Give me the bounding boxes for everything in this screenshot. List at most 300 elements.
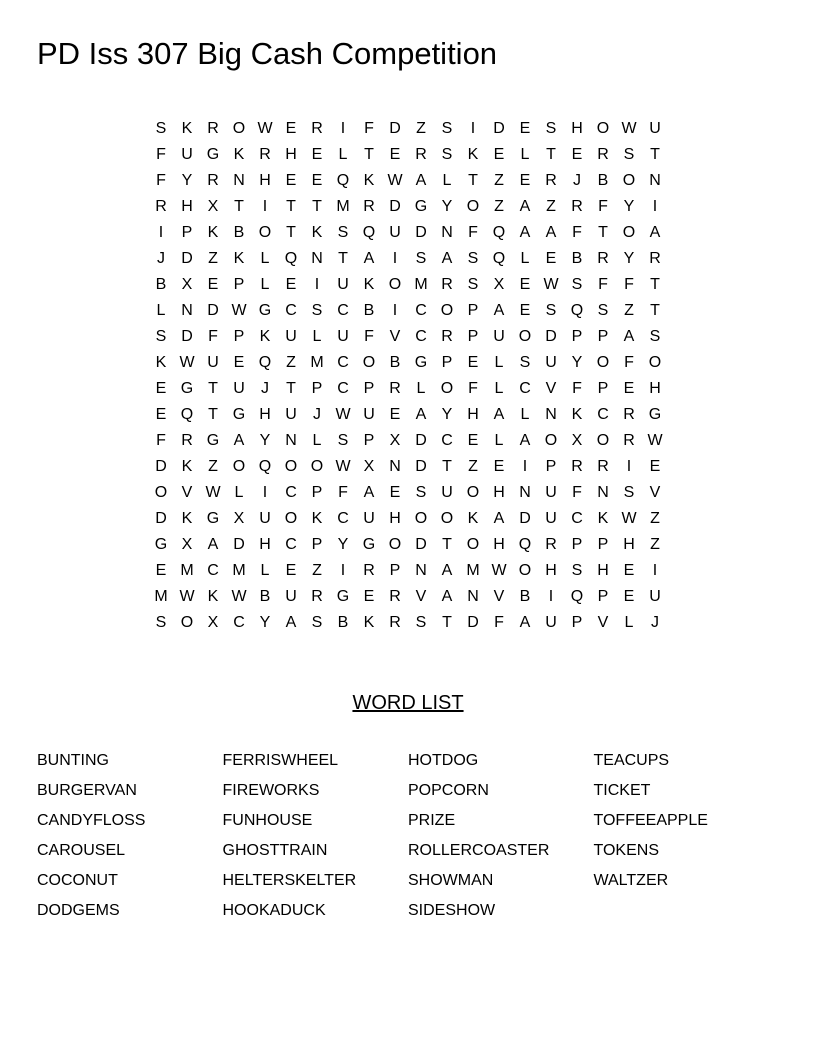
grid-letter: W bbox=[231, 302, 247, 319]
grid-letter: D bbox=[207, 302, 219, 319]
grid-letter: T bbox=[546, 146, 556, 163]
grid-letter: U bbox=[337, 276, 349, 293]
grid-letter: X bbox=[493, 276, 505, 293]
grid-row bbox=[148, 142, 668, 168]
grid-letter: G bbox=[258, 302, 272, 319]
grid-letter: S bbox=[623, 146, 635, 163]
grid-letter: G bbox=[206, 510, 220, 527]
grid-letter: W bbox=[205, 484, 221, 501]
grid-letter: F bbox=[624, 354, 634, 371]
grid-letter: G bbox=[362, 536, 376, 553]
grid-letter: Z bbox=[416, 120, 426, 137]
grid-row bbox=[148, 610, 668, 636]
grid-letter: T bbox=[650, 146, 660, 163]
grid-letter: W bbox=[491, 562, 507, 579]
grid-letter: P bbox=[441, 354, 453, 371]
grid-letter: M bbox=[414, 276, 428, 293]
grid-letter: C bbox=[337, 380, 349, 397]
grid-letter: A bbox=[519, 224, 531, 241]
grid-letter: U bbox=[649, 120, 661, 137]
grid-letter: F bbox=[598, 276, 608, 293]
grid-letter: S bbox=[337, 432, 349, 449]
grid-letter: E bbox=[493, 146, 505, 163]
grid-letter: O bbox=[284, 510, 298, 527]
grid-letter: A bbox=[441, 562, 453, 579]
grid-letter: D bbox=[415, 432, 427, 449]
grid-letter: A bbox=[363, 484, 375, 501]
grid-letter: J bbox=[313, 406, 321, 423]
grid-letter: X bbox=[363, 458, 375, 475]
grid-letter: U bbox=[285, 588, 297, 605]
grid-letter: E bbox=[155, 406, 167, 423]
word-item: HOTDOG bbox=[408, 752, 479, 769]
grid-letter: I bbox=[340, 562, 346, 579]
grid-letter: K bbox=[233, 250, 245, 267]
grid-letter: W bbox=[543, 276, 559, 293]
grid-letter: O bbox=[518, 328, 532, 345]
grid-letter: Q bbox=[518, 536, 532, 553]
grid-letter: L bbox=[312, 432, 322, 449]
grid-letter: Q bbox=[284, 250, 298, 267]
grid-letter: F bbox=[572, 380, 582, 397]
grid-row bbox=[148, 246, 668, 272]
grid-letter: J bbox=[157, 250, 165, 267]
grid-letter: G bbox=[648, 406, 662, 423]
grid-letter: H bbox=[493, 484, 505, 501]
grid-letter: P bbox=[571, 536, 583, 553]
grid-letter: O bbox=[596, 354, 610, 371]
grid-letter: A bbox=[441, 250, 453, 267]
word-item: TOKENS bbox=[593, 842, 659, 859]
grid-letter: L bbox=[416, 380, 426, 397]
grid-letter: X bbox=[181, 536, 193, 553]
grid-letter: A bbox=[493, 406, 505, 423]
grid-letter: Y bbox=[259, 614, 271, 631]
grid-letter: R bbox=[389, 380, 401, 397]
grid-letter: V bbox=[415, 588, 427, 605]
grid-letter: S bbox=[311, 614, 323, 631]
grid-letter: N bbox=[233, 172, 245, 189]
grid-letter: N bbox=[649, 172, 661, 189]
grid-letter: Z bbox=[624, 302, 634, 319]
grid-letter: K bbox=[363, 276, 375, 293]
grid-letter: S bbox=[441, 120, 453, 137]
grid-letter: T bbox=[312, 198, 322, 215]
grid-letter: Y bbox=[623, 250, 635, 267]
grid-letter: R bbox=[649, 250, 661, 267]
grid-letter: C bbox=[207, 562, 219, 579]
grid-letter: C bbox=[337, 354, 349, 371]
grid-letter: H bbox=[285, 146, 297, 163]
grid-letter: C bbox=[415, 328, 427, 345]
grid-letter: G bbox=[206, 146, 220, 163]
word-item: CAROUSEL bbox=[37, 842, 126, 859]
grid-letter: E bbox=[285, 172, 297, 189]
grid-letter: S bbox=[415, 614, 427, 631]
grid-row bbox=[148, 350, 668, 376]
word-item: DODGEMS bbox=[37, 902, 120, 919]
grid-row bbox=[148, 376, 668, 402]
word-item: FUNHOUSE bbox=[222, 812, 313, 829]
grid-letter: E bbox=[519, 172, 531, 189]
grid-letter: W bbox=[257, 120, 273, 137]
grid-letter: T bbox=[338, 250, 348, 267]
grid-letter: Y bbox=[571, 354, 583, 371]
grid-letter: I bbox=[158, 224, 164, 241]
grid-letter: Y bbox=[441, 406, 453, 423]
grid-letter: X bbox=[233, 510, 245, 527]
grid-letter: E bbox=[519, 120, 531, 137]
grid-letter: F bbox=[364, 328, 374, 345]
grid-letter: R bbox=[623, 406, 635, 423]
grid-letter: O bbox=[310, 458, 324, 475]
grid-letter: C bbox=[597, 406, 609, 423]
word-list bbox=[37, 746, 787, 926]
word-item: POPCORN bbox=[408, 782, 489, 799]
word-item: FIREWORKS bbox=[222, 782, 320, 799]
grid-letter: L bbox=[338, 146, 348, 163]
grid-letter: R bbox=[207, 172, 219, 189]
grid-letter: L bbox=[260, 276, 270, 293]
grid-letter: K bbox=[597, 510, 609, 527]
grid-letter: D bbox=[519, 510, 531, 527]
grid-letter: O bbox=[466, 536, 480, 553]
grid-letter: F bbox=[572, 224, 582, 241]
grid-letter: O bbox=[440, 380, 454, 397]
grid-letter: A bbox=[545, 224, 557, 241]
grid-letter: G bbox=[414, 198, 428, 215]
grid-letter: L bbox=[520, 146, 530, 163]
grid-letter: B bbox=[571, 250, 583, 267]
grid-letter: H bbox=[649, 380, 661, 397]
grid-row bbox=[148, 324, 668, 350]
grid-letter: D bbox=[233, 536, 245, 553]
word-item: HELTERSKELTER bbox=[222, 872, 357, 889]
grid-letter: F bbox=[338, 484, 348, 501]
grid-letter: L bbox=[442, 172, 452, 189]
grid-letter: N bbox=[285, 432, 297, 449]
grid-letter: A bbox=[233, 432, 245, 449]
grid-letter: F bbox=[624, 276, 634, 293]
grid-letter: O bbox=[596, 120, 610, 137]
grid-letter: U bbox=[389, 224, 401, 241]
grid-letter: V bbox=[545, 380, 557, 397]
grid-letter: E bbox=[389, 406, 401, 423]
grid-letter: S bbox=[155, 120, 167, 137]
grid-letter: T bbox=[442, 614, 452, 631]
grid-letter: E bbox=[363, 588, 375, 605]
grid-letter: O bbox=[362, 354, 376, 371]
grid-letter: T bbox=[468, 172, 478, 189]
grid-letter: P bbox=[467, 302, 479, 319]
grid-letter: F bbox=[598, 198, 608, 215]
grid-letter: O bbox=[440, 510, 454, 527]
word-item: COCONUT bbox=[37, 872, 118, 889]
grid-letter: S bbox=[597, 302, 609, 319]
grid-letter: U bbox=[337, 328, 349, 345]
grid-letter: P bbox=[597, 536, 609, 553]
grid-letter: I bbox=[392, 302, 398, 319]
word-column bbox=[223, 746, 409, 926]
grid-row bbox=[148, 480, 668, 506]
grid-letter: R bbox=[545, 536, 557, 553]
grid-letter: S bbox=[545, 302, 557, 319]
grid-letter: M bbox=[180, 562, 194, 579]
grid-row bbox=[148, 220, 668, 246]
grid-letter: W bbox=[335, 458, 351, 475]
grid-letter: O bbox=[258, 224, 272, 241]
grid-letter: E bbox=[519, 302, 531, 319]
grid-letter: B bbox=[259, 588, 271, 605]
word-item: HOOKADUCK bbox=[222, 902, 326, 919]
grid-letter: E bbox=[389, 146, 401, 163]
grid-letter: R bbox=[311, 120, 323, 137]
grid-letter: O bbox=[596, 432, 610, 449]
grid-letter: A bbox=[519, 198, 531, 215]
grid-letter: L bbox=[624, 614, 634, 631]
grid-letter: K bbox=[155, 354, 167, 371]
grid-letter: A bbox=[623, 328, 635, 345]
grid-letter: M bbox=[310, 354, 324, 371]
grid-letter: Z bbox=[494, 172, 504, 189]
grid-letter: V bbox=[493, 588, 505, 605]
grid-letter: D bbox=[155, 458, 167, 475]
grid-letter: N bbox=[441, 224, 453, 241]
grid-letter: C bbox=[285, 302, 297, 319]
grid-letter: U bbox=[545, 614, 557, 631]
grid-letter: P bbox=[233, 328, 245, 345]
grid-letter: K bbox=[233, 146, 245, 163]
grid-letter: H bbox=[181, 198, 193, 215]
grid-letter: K bbox=[467, 146, 479, 163]
grid-letter: R bbox=[441, 328, 453, 345]
grid-letter: A bbox=[415, 406, 427, 423]
grid-row bbox=[148, 532, 668, 558]
grid-letter: N bbox=[181, 302, 193, 319]
grid-letter: O bbox=[414, 510, 428, 527]
grid-letter: E bbox=[233, 354, 245, 371]
grid-letter: Z bbox=[468, 458, 478, 475]
grid-letter: S bbox=[155, 328, 167, 345]
grid-letter: P bbox=[311, 536, 323, 553]
grid-letter: U bbox=[545, 484, 557, 501]
grid-letter: B bbox=[337, 614, 349, 631]
grid-letter: R bbox=[311, 588, 323, 605]
grid-letter: R bbox=[363, 562, 375, 579]
grid-letter: P bbox=[467, 328, 479, 345]
grid-letter: D bbox=[467, 614, 479, 631]
grid-letter: C bbox=[571, 510, 583, 527]
grid-letter: C bbox=[441, 432, 453, 449]
grid-letter: L bbox=[312, 328, 322, 345]
grid-letter: C bbox=[337, 510, 349, 527]
grid-letter: U bbox=[285, 328, 297, 345]
grid-letter: I bbox=[262, 484, 268, 501]
grid-letter: R bbox=[597, 458, 609, 475]
grid-letter: R bbox=[181, 432, 193, 449]
grid-letter: P bbox=[389, 562, 401, 579]
grid-letter: X bbox=[389, 432, 401, 449]
grid-letter: E bbox=[155, 562, 167, 579]
grid-letter: I bbox=[262, 198, 268, 215]
page-title: PD Iss 307 Big Cash Competition bbox=[37, 36, 498, 71]
grid-letter: O bbox=[622, 224, 636, 241]
word-item: SHOWMAN bbox=[408, 872, 494, 889]
letter-grid bbox=[148, 116, 668, 636]
grid-letter: V bbox=[649, 484, 661, 501]
grid-letter: S bbox=[571, 276, 583, 293]
grid-letter: O bbox=[622, 172, 636, 189]
grid-letter: D bbox=[389, 120, 401, 137]
grid-letter: O bbox=[154, 484, 168, 501]
grid-letter: S bbox=[337, 224, 349, 241]
grid-letter: E bbox=[285, 276, 297, 293]
grid-letter: M bbox=[232, 562, 246, 579]
grid-letter: U bbox=[649, 588, 661, 605]
grid-letter: E bbox=[285, 562, 297, 579]
grid-letter: M bbox=[154, 588, 168, 605]
grid-letter: O bbox=[648, 354, 662, 371]
grid-letter: G bbox=[232, 406, 246, 423]
grid-letter: T bbox=[364, 146, 374, 163]
word-item: TOFFEEAPPLE bbox=[593, 812, 708, 829]
grid-letter: B bbox=[519, 588, 531, 605]
grid-letter: Z bbox=[208, 250, 218, 267]
grid-letter: P bbox=[181, 224, 193, 241]
grid-letter: N bbox=[389, 458, 401, 475]
grid-letter: C bbox=[337, 302, 349, 319]
grid-letter: P bbox=[311, 484, 323, 501]
grid-letter: Q bbox=[570, 588, 584, 605]
grid-letter: D bbox=[155, 510, 167, 527]
grid-letter: H bbox=[623, 536, 635, 553]
grid-row bbox=[148, 428, 668, 454]
word-item: SIDESHOW bbox=[408, 902, 496, 919]
grid-letter: O bbox=[180, 614, 194, 631]
word-list-heading: WORD LIST bbox=[352, 692, 464, 714]
grid-letter: I bbox=[340, 120, 346, 137]
grid-letter: K bbox=[311, 510, 323, 527]
grid-letter: P bbox=[571, 614, 583, 631]
grid-row bbox=[148, 584, 668, 610]
grid-letter: A bbox=[415, 172, 427, 189]
grid-letter: G bbox=[336, 588, 350, 605]
grid-letter: U bbox=[207, 354, 219, 371]
grid-letter: T bbox=[650, 276, 660, 293]
grid-row bbox=[148, 402, 668, 428]
grid-row bbox=[148, 168, 668, 194]
grid-letter: G bbox=[206, 432, 220, 449]
grid-letter: A bbox=[649, 224, 661, 241]
grid-letter: P bbox=[597, 588, 609, 605]
grid-letter: T bbox=[208, 406, 218, 423]
grid-letter: U bbox=[441, 484, 453, 501]
grid-letter: W bbox=[179, 588, 195, 605]
grid-letter: E bbox=[623, 588, 635, 605]
grid-letter: O bbox=[232, 458, 246, 475]
grid-letter: B bbox=[233, 224, 245, 241]
grid-letter: G bbox=[180, 380, 194, 397]
grid-letter: W bbox=[231, 588, 247, 605]
grid-letter: Q bbox=[492, 224, 506, 241]
grid-letter: A bbox=[207, 536, 219, 553]
grid-letter: E bbox=[623, 562, 635, 579]
grid-letter: F bbox=[468, 380, 478, 397]
grid-row bbox=[148, 194, 668, 220]
grid-letter: I bbox=[522, 458, 528, 475]
grid-letter: Z bbox=[650, 536, 660, 553]
word-item: TICKET bbox=[593, 782, 651, 799]
word-item: FERRISWHEEL bbox=[222, 752, 339, 769]
grid-letter: U bbox=[233, 380, 245, 397]
grid-letter: D bbox=[415, 536, 427, 553]
word-item: TEACUPS bbox=[593, 752, 670, 769]
grid-letter: R bbox=[259, 146, 271, 163]
grid-letter: W bbox=[387, 172, 403, 189]
grid-row bbox=[148, 558, 668, 584]
grid-letter: E bbox=[571, 146, 583, 163]
grid-letter: R bbox=[597, 146, 609, 163]
grid-letter: R bbox=[389, 614, 401, 631]
grid-letter: E bbox=[545, 250, 557, 267]
grid-letter: Z bbox=[650, 510, 660, 527]
grid-letter: Y bbox=[441, 198, 453, 215]
grid-letter: U bbox=[545, 510, 557, 527]
grid-letter: I bbox=[652, 562, 658, 579]
grid-letter: S bbox=[311, 302, 323, 319]
grid-letter: U bbox=[493, 328, 505, 345]
grid-letter: X bbox=[207, 198, 219, 215]
grid-letter: F bbox=[364, 120, 374, 137]
grid-letter: T bbox=[598, 224, 608, 241]
grid-letter: D bbox=[181, 328, 193, 345]
grid-letter: S bbox=[441, 146, 453, 163]
grid-letter: S bbox=[415, 484, 427, 501]
grid-letter: U bbox=[363, 510, 375, 527]
grid-letter: E bbox=[389, 484, 401, 501]
grid-letter: K bbox=[311, 224, 323, 241]
grid-letter: L bbox=[494, 380, 504, 397]
grid-letter: K bbox=[181, 510, 193, 527]
grid-letter: C bbox=[285, 536, 297, 553]
grid-letter: H bbox=[259, 536, 271, 553]
grid-letter: U bbox=[259, 510, 271, 527]
grid-letter: P bbox=[311, 380, 323, 397]
grid-letter: E bbox=[493, 458, 505, 475]
grid-letter: L bbox=[260, 562, 270, 579]
grid-letter: E bbox=[623, 380, 635, 397]
grid-letter: A bbox=[519, 432, 531, 449]
grid-letter: S bbox=[571, 562, 583, 579]
grid-letter: F bbox=[494, 614, 504, 631]
grid-letter: G bbox=[414, 354, 428, 371]
grid-letter: R bbox=[441, 276, 453, 293]
grid-letter: Y bbox=[337, 536, 349, 553]
grid-letter: Z bbox=[286, 354, 296, 371]
grid-letter: A bbox=[441, 588, 453, 605]
grid-letter: P bbox=[363, 380, 375, 397]
grid-letter: I bbox=[652, 198, 658, 215]
grid-letter: S bbox=[415, 250, 427, 267]
grid-letter: W bbox=[179, 354, 195, 371]
grid-letter: R bbox=[571, 198, 583, 215]
grid-letter: T bbox=[442, 536, 452, 553]
grid-letter: D bbox=[493, 120, 505, 137]
grid-letter: W bbox=[621, 510, 637, 527]
grid-letter: S bbox=[623, 484, 635, 501]
grid-letter: P bbox=[597, 380, 609, 397]
grid-letter: B bbox=[597, 172, 609, 189]
